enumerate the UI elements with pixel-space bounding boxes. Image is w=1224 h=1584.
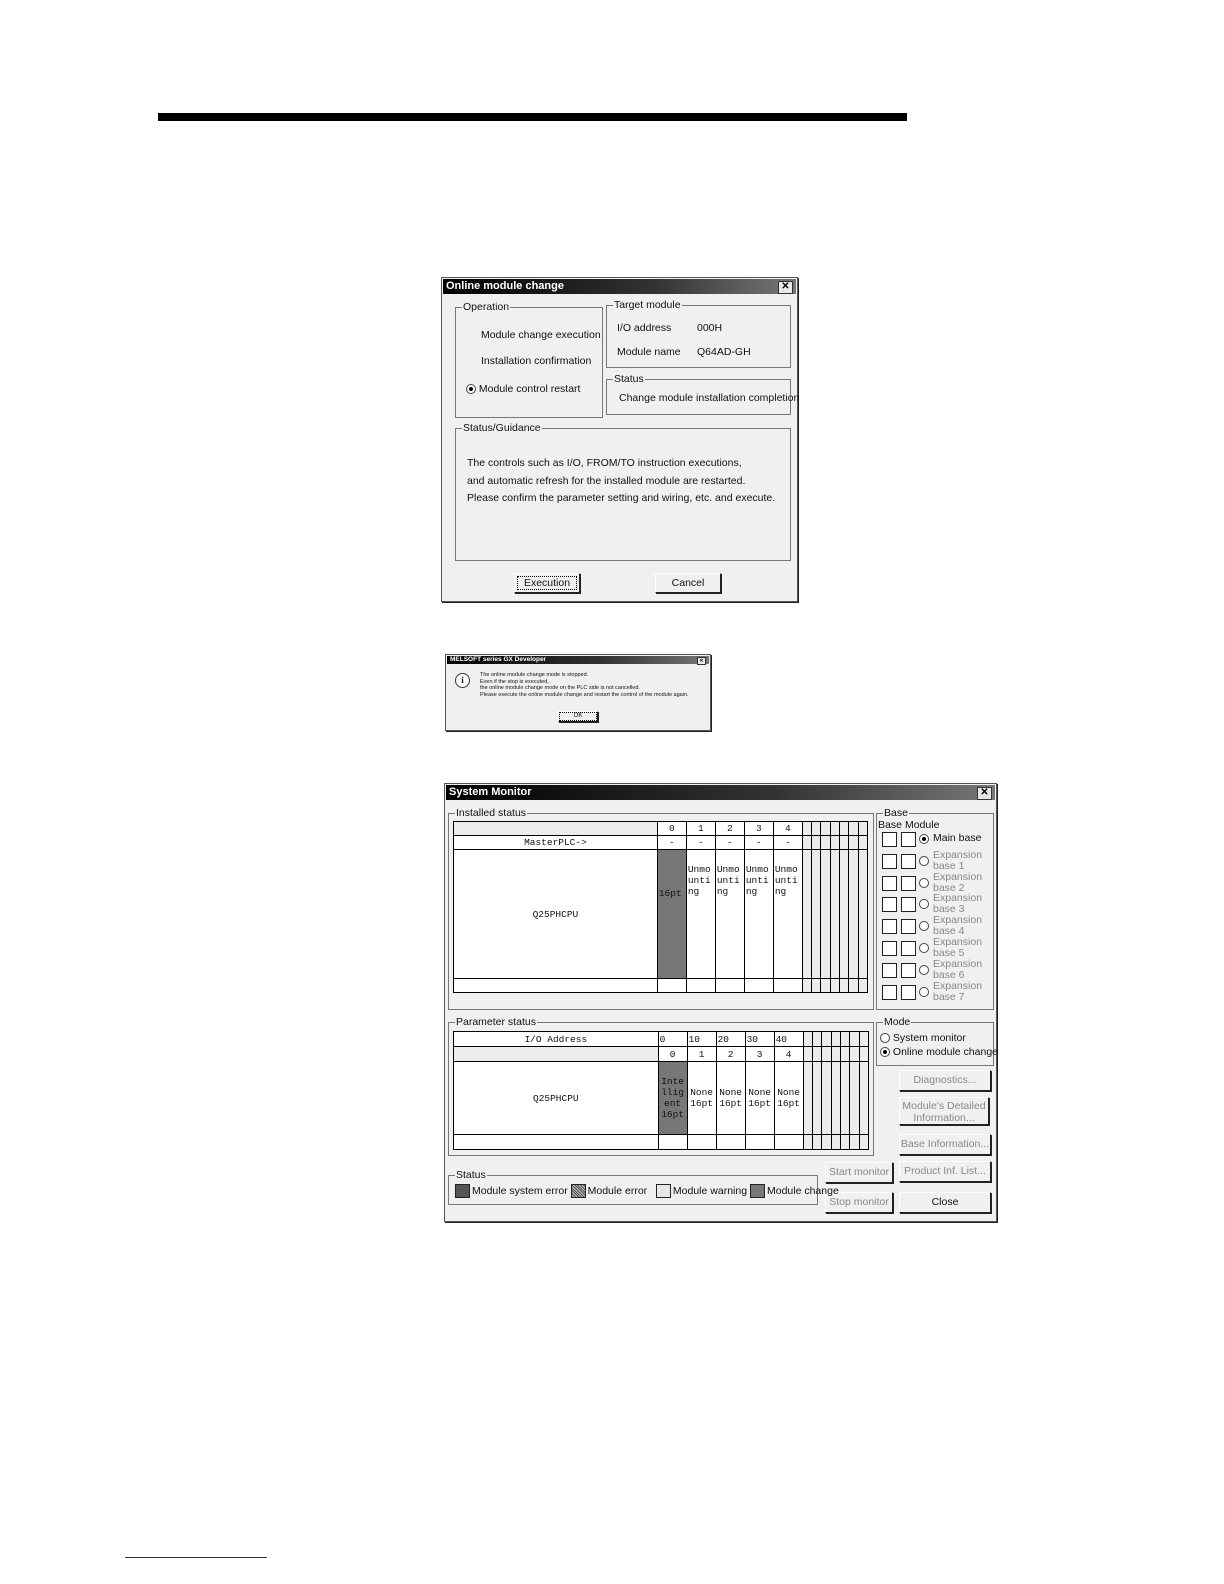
slot-header: 2 [715,822,744,836]
corner-cell [454,822,658,836]
table-cell [840,1062,849,1135]
title-bar [447,656,709,664]
table-cell [802,836,811,850]
base-information-button[interactable]: Base Information... [899,1134,991,1155]
radio-icon[interactable] [919,987,929,997]
table-row [454,979,868,993]
mode-group [876,1016,998,1066]
dialog-title: System Monitor [449,786,532,798]
io-address-cell: 40 [774,1032,803,1047]
table-cell [840,979,849,993]
table-cell [744,979,773,993]
mode-option[interactable]: Online module change [892,1046,998,1058]
table-cell [812,822,821,836]
table-cell [822,1062,831,1135]
radio-icon[interactable] [919,899,929,909]
status-legend-group [448,1169,839,1205]
radio-icon[interactable] [919,943,929,953]
base-checkbox[interactable] [882,985,897,1000]
group-label: Installed status [456,807,527,819]
radio-icon[interactable] [919,856,929,866]
guidance-line: Please confirm the parameter setting and wiring, etc. and execute. [467,492,776,504]
table-cell [858,850,867,979]
message-line: Please execute the online module change and restart the control of the module again. [480,691,689,698]
target-module-group [606,299,791,368]
message-line: Even if the stop is executed, [480,678,549,685]
slot-cell: - [715,836,744,850]
base-checkbox[interactable] [882,854,897,869]
status-group [606,373,800,415]
start-monitor-button[interactable]: Start monitor [825,1162,893,1183]
table-cell [812,850,821,979]
base-option[interactable]: Expansion base 6 [933,957,983,981]
table-cell [812,979,821,993]
table-cell [858,836,867,850]
io-address-value: 000H [697,322,723,334]
info-icon: i [455,673,470,688]
diagnostics-button[interactable]: Diagnostics... [899,1070,991,1091]
table-cell [715,979,744,993]
table-cell [774,1135,803,1150]
close-button[interactable]: Close [899,1192,991,1213]
module-name-label: Module name [617,346,681,358]
stop-monitor-button[interactable]: Stop monitor [825,1192,893,1213]
message-line: The online module change mode is stopped. [480,672,589,678]
table-cell [821,979,830,993]
io-address-cell: 20 [716,1032,745,1047]
module-warning-swatch [656,1184,671,1198]
installed-status-table [453,821,868,993]
table-cell [687,1135,716,1150]
module-change-swatch [750,1184,765,1198]
base-column-label: Base [878,819,902,831]
footer-rule [125,1557,267,1558]
group-label: Status [456,1169,486,1181]
slot-header: 1 [687,1047,716,1062]
module-detail-button[interactable]: Module's Detailed Information... [899,1097,989,1125]
operation-option[interactable]: Installation confirmation [481,355,592,367]
module-error-swatch [571,1184,586,1198]
slot-header: 0 [658,1047,687,1062]
base-option[interactable]: Expansion base 7 [933,979,983,1003]
base-option[interactable]: Expansion base 5 [933,936,983,959]
table-cell [858,979,867,993]
table-cell [859,1047,868,1062]
slot-header: 1 [686,822,715,836]
table-cell [803,1032,812,1047]
table-row [454,1032,869,1047]
slot-header: 4 [773,822,802,836]
dialog-title: MELSOFT series GX Developer [450,656,547,663]
installed-slot-cell: Unmo unti ng [715,850,744,979]
base-checkbox[interactable] [882,876,897,891]
table-cell [850,1047,859,1062]
base-option[interactable]: Expansion base 2 [933,870,983,894]
slot-header: 3 [745,1047,774,1062]
table-cell [849,836,858,850]
table-cell [812,1047,821,1062]
table-cell [849,822,858,836]
table-cell [830,979,839,993]
table-cell [840,1032,849,1047]
table-cell [803,1047,812,1062]
base-option[interactable]: Expansion base 3 [933,892,983,916]
guidance-line: and automatic refresh for the installed module are restarted. [467,475,746,487]
table-cell [859,1062,868,1135]
table-cell [454,1135,659,1150]
table-cell [849,979,858,993]
radio-icon[interactable] [919,965,929,975]
table-cell [812,1032,821,1047]
table-cell [850,1062,859,1135]
table-row [454,1047,869,1062]
operation-option[interactable]: Module change execution [481,329,601,341]
base-checkbox[interactable] [882,919,897,934]
base-checkbox[interactable] [882,832,897,847]
table-cell [812,836,821,850]
table-row [454,1062,869,1135]
module-name-value: Q64AD-GH [697,346,751,358]
online-module-change-dialog [441,277,798,602]
table-row [454,836,868,850]
legend-label: Module warning [672,1184,748,1197]
base-option[interactable]: Main base [933,832,982,844]
close-icon[interactable]: ✕ [977,787,992,800]
legend-label: Module system error [472,1184,568,1197]
status-value: Change module installation completion [619,392,800,404]
parameter-status-group [448,1016,874,1156]
module-checkbox[interactable] [901,963,916,978]
table-cell [822,1047,831,1062]
table-cell [773,979,802,993]
table-row [454,822,868,836]
close-icon[interactable]: ✕ [778,281,793,294]
table-cell [745,1135,774,1150]
slot-cell: - [657,836,686,850]
module-checkbox[interactable] [901,876,916,891]
cancel-button[interactable]: Cancel [655,573,721,593]
table-cell [831,1047,840,1062]
table-cell [840,850,849,979]
parameter-slot-cell: None 16pt [716,1062,745,1135]
slot-header: 0 [657,822,686,836]
table-cell [831,1032,840,1047]
table-cell [858,822,867,836]
table-cell [840,836,849,850]
installed-slot-cell: Unmo unti ng [773,850,802,979]
io-address-label: I/O address [617,322,672,334]
slot-header: 3 [744,822,773,836]
parameter-slot-cell: None 16pt [687,1062,716,1135]
base-checkbox[interactable] [882,963,897,978]
legend-label: Module error [587,1184,648,1197]
table-row [454,850,868,979]
mode-option[interactable]: System monitor [892,1032,966,1044]
title-bar [446,785,995,800]
slot-cell: - [686,836,715,850]
table-cell [840,1047,849,1062]
table-cell [840,1135,849,1150]
base-checkbox[interactable] [882,941,897,956]
radio-icon[interactable] [466,384,476,394]
table-cell [830,836,839,850]
table-cell [840,822,849,836]
system-error-swatch [455,1184,470,1198]
table-cell [822,1032,831,1047]
installed-slot-cell: Unmo unti ng [744,850,773,979]
parameter-slot-cell: Inte llig ent 16pt [658,1062,687,1135]
table-cell [859,1032,868,1047]
table-cell [831,1135,840,1150]
parameter-slot-cell: None 16pt [774,1062,803,1135]
table-cell [831,1062,840,1135]
base-option[interactable]: Expansion base 1 [933,848,983,872]
table-cell [802,850,811,979]
slot-cell: - [773,836,802,850]
radio-icon[interactable] [880,1047,890,1057]
cpu-cell: Q25PHCPU [454,850,658,979]
installed-slot-cell: 16pt [657,850,686,979]
corner-cell [454,1047,659,1062]
parameter-status-table [453,1031,869,1150]
radio-icon[interactable] [919,878,929,888]
slot-header: 2 [716,1047,745,1062]
guidance-line: The controls such as I/O, FROM/TO instruction executions, [467,457,742,469]
master-cell: MasterPLC-> [454,836,658,850]
table-cell [454,979,658,993]
group-label: Operation [463,301,510,313]
module-checkbox[interactable] [901,897,916,912]
message-text [480,672,689,698]
group-label: Target module [614,299,681,311]
header-rule [158,113,907,121]
slot-header: 4 [774,1047,803,1062]
table-cell [803,1062,812,1135]
group-label: Mode [884,1016,911,1028]
table-cell [849,850,858,979]
table-cell [850,1135,859,1150]
operation-group [455,301,603,418]
table-cell [822,1135,831,1150]
io-address-cell: 30 [745,1032,774,1047]
guidance-group [455,422,791,561]
group-label: Status [614,373,644,385]
close-icon[interactable]: ✕ [697,657,706,665]
table-cell [812,1062,821,1135]
table-row [454,1135,869,1150]
group-label: Base [884,807,908,819]
installed-slot-cell: Unmo unti ng [686,850,715,979]
module-checkbox[interactable] [901,854,916,869]
product-info-list-button[interactable]: Product Inf. List... [899,1161,991,1182]
base-option[interactable]: Expansion base 4 [933,914,983,938]
base-checkbox[interactable] [882,897,897,912]
table-cell [802,822,811,836]
table-cell [821,850,830,979]
module-checkbox[interactable] [901,832,916,847]
io-address-cell: 0 [658,1032,687,1047]
table-cell [859,1135,868,1150]
table-cell [830,850,839,979]
table-cell [658,1135,687,1150]
message-line: the online module change mode on the PLC side is not cancelled. [480,685,640,691]
module-column-label: Module [905,819,940,831]
table-cell [830,822,839,836]
table-cell [850,1032,859,1047]
table-cell [821,822,830,836]
slot-cell: - [744,836,773,850]
execution-button[interactable]: Execution [514,573,580,593]
cpu-cell: Q25PHCPU [454,1062,659,1135]
module-checkbox[interactable] [901,985,916,1000]
parameter-slot-cell: None 16pt [745,1062,774,1135]
table-cell [803,1135,812,1150]
base-group [876,807,994,1010]
installed-status-group [448,807,874,1010]
table-cell [716,1135,745,1150]
radio-icon[interactable] [919,921,929,931]
table-cell [686,979,715,993]
dialog-title: Online module change [446,280,564,292]
system-monitor-dialog [444,783,997,1222]
io-header-cell: I/O Address [454,1032,659,1047]
title-bar [443,279,796,294]
message-dialog [445,654,711,731]
module-checkbox[interactable] [901,919,916,934]
legend-label: Module change [766,1184,839,1197]
radio-icon[interactable] [919,834,929,844]
table-cell [802,979,811,993]
table-cell [821,836,830,850]
group-label: Status/Guidance [463,422,541,434]
table-cell [657,979,686,993]
ok-button[interactable]: OK [558,711,598,722]
table-cell [812,1135,821,1150]
io-address-cell: 10 [687,1032,716,1047]
radio-icon[interactable] [880,1033,890,1043]
operation-option[interactable]: Module control restart [478,383,581,395]
module-checkbox[interactable] [901,941,916,956]
group-label: Parameter status [456,1016,536,1028]
